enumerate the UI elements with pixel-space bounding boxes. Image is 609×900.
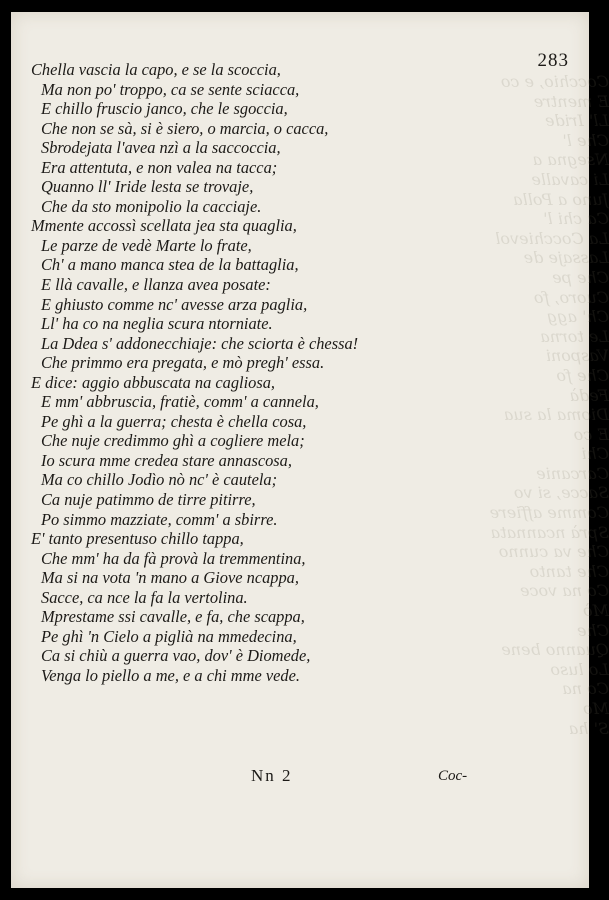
verse-line: Ma non po' troppo, ca se sente sciacca, (41, 79, 300, 99)
signature-mark: Nn 2 (251, 766, 293, 785)
verse-line: Venga lo piello a me, e a chi mme vede. (41, 665, 300, 685)
verse-line: Era attentuta, e non valea na tacca; (41, 157, 278, 177)
verse-line: Io scura mme credea stare annascosa, (41, 450, 292, 470)
verse-line: E llà cavalle, e llanza avea posate: (41, 275, 271, 295)
verse-line: Ll' ha co na neglia scura ntorniate. (41, 314, 273, 334)
verse-line: Pe ghì a la guerra; chesta è chella cosa, (41, 411, 307, 431)
verse-line: Che primmo era pregata, e mò pregh' essa. (41, 353, 325, 373)
verse-line: Ca si chiù a guerra vao, dov' è Diomede, (41, 646, 311, 666)
verse-line: E ghiusto comme nc' avesse arza paglia, (41, 294, 308, 314)
verse-line: Po simmo mazziate, comm' a sbirre. (41, 509, 278, 529)
book-page (11, 12, 609, 888)
verse-line: E' tanto presentuso chillo tappa, (31, 529, 244, 549)
verse-line: Ma co chillo Jodìo nò nc' è cautela; (41, 470, 278, 490)
page-footer (11, 766, 589, 790)
verse-line: Mprestame ssi cavalle, e fa, che scappa, (41, 607, 305, 627)
verse-block (31, 60, 491, 686)
verse-line: Mmente accossì scellata jea sta quaglia, (31, 216, 297, 236)
verse-line: Chella vascia la capo, e se la scoccia, (31, 60, 281, 79)
verse-line: Che mm' ha da fà provà la tremmentina, (41, 548, 306, 568)
verse-line: E dice: aggio abbuscata na cagliosa, (31, 372, 276, 392)
verse-line: Quanno ll' Iride lesta se trovaje, (41, 177, 254, 197)
verse-line: Le parze de vedè Marte lo frate, (41, 235, 252, 255)
verse-line: E chillo fruscio janco, che le sgoccia, (41, 99, 288, 119)
verse-line: Sbrodejata l'avea nzì a la saccoccia, (41, 138, 281, 158)
verse-line: Che nuje credimmo ghì a cogliere mela; (41, 431, 305, 451)
verse-line: Sacce, ca nce la fa la vertolina. (41, 587, 248, 607)
verse-line: E mm' abbruscia, fratiè, comm' a cannela, (41, 392, 319, 412)
catchword: Coc- (438, 768, 468, 784)
verse-line: Ca nuje patimmo de tirre pitirre, (41, 490, 256, 510)
show-through-text: Cocchio, e co E mentre Ll' Iride Che l' Nsegna a Li cavalle Juno a Polla Ca chi l' La Cocchievol Lassaje de Che pe Cuoro, fo Ch' agg Le torna Vasponi Che fo Fedà Dioma la sua E co Chi Carcanie Sacce, si vo Comme affiere Sprà ncannata Che va cunno Che tanto Co na voce Mò Che Quanno bene Lo luso Co na Mo S' ha (489, 72, 609, 738)
verse-line: Che da sto monipolio la cacciaje. (41, 196, 262, 216)
page-number: 283 (537, 50, 569, 71)
verse-line: Ch' a mano manca stea de la battaglia, (41, 255, 299, 275)
verse-line: Che non se sà, si è siero, o marcia, o cacca, (41, 118, 329, 138)
verse-line: La Ddea s' addonecchiaje: che sciorta è chessa! (41, 333, 359, 353)
verse-line: Pe ghì 'n Cielo a piglià na mmedecina, (41, 626, 297, 646)
verse-line: Ma si na vota 'n mano a Giove ncappa, (41, 568, 299, 588)
